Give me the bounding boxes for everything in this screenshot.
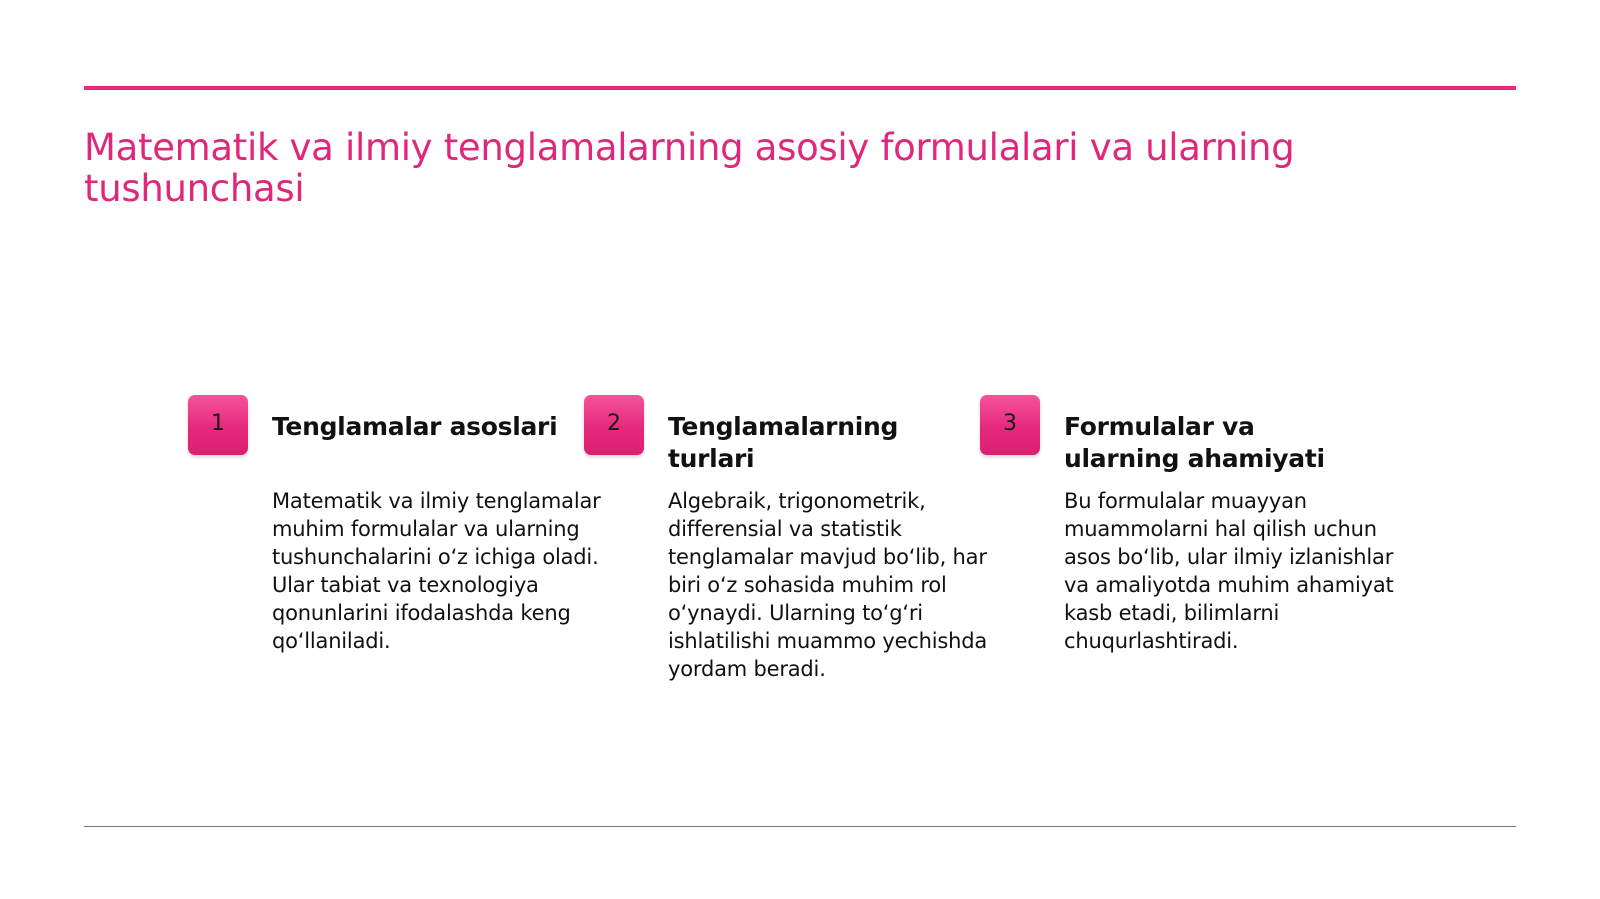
step-number-badge: [188, 395, 248, 455]
steps-row: [188, 395, 1428, 715]
step-3: [980, 395, 1394, 715]
step-heading: Formulalar va ularning ahamiyati: [1064, 412, 1325, 473]
step-2: [584, 395, 988, 715]
bottom-divider: [84, 826, 1516, 827]
page-title: Matematik va ilmiy tenglamalarning asosiy formulalari va ularning tushunchasi: [84, 126, 1295, 210]
step-number-badge: [584, 395, 644, 455]
step-1: [188, 395, 601, 715]
step-number: 3: [1003, 411, 1017, 436]
step-text: Matematik va ilmiy tenglamalar muhim formulalar va ularning tushunchalarini o‘z ichiga oladi. Ular tabiat va texnologiya qonunlarini ifodalashda keng qo‘llaniladi.: [272, 489, 601, 653]
step-number: 1: [211, 411, 225, 436]
step-heading: Tenglamalar asoslari: [272, 412, 558, 441]
step-number: 2: [607, 411, 621, 436]
step-text: Algebraik, trigonometrik, differensial va statistik tenglamalar mavjud bo‘lib, har biri o‘z sohasida muhim rol o‘ynaydi. Ularning to‘g‘ri ishlatilishi muammo yechishda yordam beradi.: [668, 489, 988, 681]
step-number-badge: [980, 395, 1040, 455]
top-accent-rule: [84, 86, 1516, 90]
step-text: Bu formulalar muayyan muammolarni hal qilish uchun asos bo‘lib, ular ilmiy izlanishlar va amaliyotda muhim ahamiyat kasb etadi, bilimlarni chuqurlashtiradi.: [1064, 489, 1394, 653]
step-heading: Tenglamalarning turlari: [668, 412, 899, 473]
